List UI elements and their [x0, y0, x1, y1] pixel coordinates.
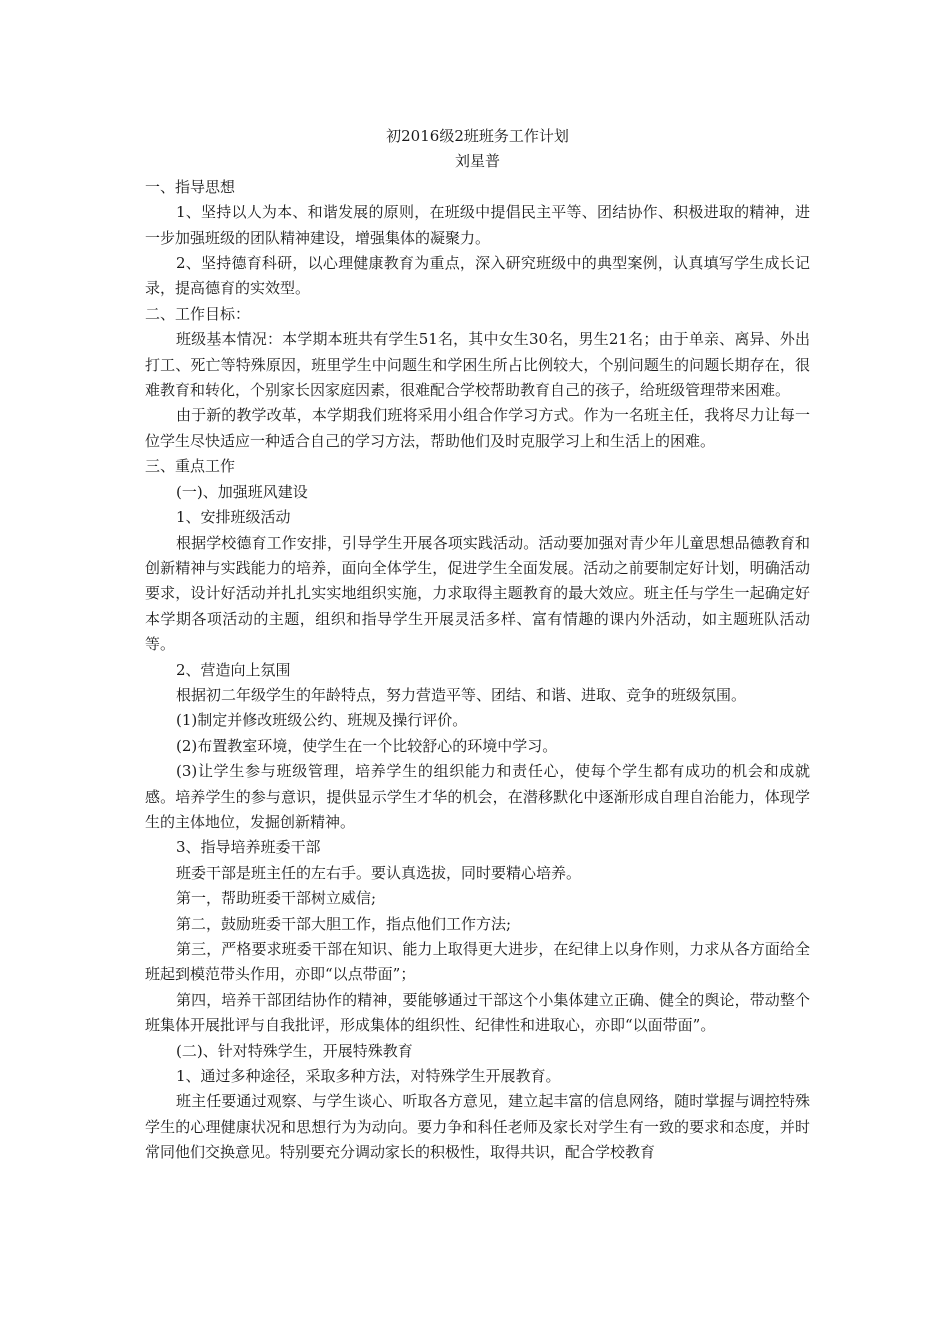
- paragraph: 根据学校德育工作安排，引导学生开展各项实践活动。活动要加强对青少年儿童思想品德教育和创新精神与实践能力的培养，面向全体学生，促进学生全面发展。活动之前要制定好计划，明确活动要求，设计好活动并扎扎实实地组织实施，力求取得主题教育的最大效应。班主任与学生一起确定好本学期各项活动的主题，组织和指导学生开展灵活多样、富有情趣的课内外活动，如主题班队活动等。: [145, 533, 810, 654]
- paragraph: (1)制定并修改班级公约、班规及操行评价。: [176, 711, 468, 730]
- paragraph: (3)让学生参与班级管理，培养学生的组织能力和责任心，使每个学生都有成功的机会和成就感。培养学生的参与意识，提供显示学生才华的机会，在潜移默化中逐渐形成自理自治能力，体现学生的主体地位，发掘创新精神。: [145, 762, 810, 831]
- paragraph: (2)布置教室环境，使学生在一个比较舒心的环境中学习。: [176, 736, 558, 755]
- paragraph: 1、安排班级活动: [176, 508, 291, 527]
- document-body: [145, 175, 810, 1166]
- document-page: [145, 124, 810, 1166]
- paragraph: 三、重点工作: [145, 457, 236, 476]
- paragraph: 第二，鼓励班委干部大胆工作，指点他们工作方法;: [176, 914, 512, 933]
- paragraph: 1、通过多种途径，采取多种方法，对特殊学生开展教育。: [176, 1067, 561, 1086]
- paragraph: 1、坚持以人为本、和谐发展的原则，在班级中提倡民主平等、团结协作、积极进取的精神，进一步加强班级的团队精神建设，增强集体的凝聚力。: [145, 203, 810, 247]
- document-author: 刘星普: [454, 152, 500, 171]
- paragraph: 班级基本情况：本学期本班共有学生51名，其中女生30名，男生21名；由于单亲、离异、外出打工、死亡等特殊原因，班里学生中问题生和学困生所占比例较大，个别问题生的问题长期存在，很难教育和转化，个别家长因家庭因素，很难配合学校帮助教育自己的孩子，给班级管理带来困难。: [145, 330, 810, 400]
- paragraph: 第三，严格要求班委干部在知识、能力上取得更大进步，在纪律上以身作则，力求从各方面给全班起到模范带头作用，亦即“以点带面”；: [145, 940, 810, 984]
- paragraph: 2、营造向上氛围: [176, 660, 291, 679]
- paragraph: 第一，帮助班委干部树立威信;: [176, 889, 377, 908]
- document-title: 初2016级2班班务工作计划: [386, 127, 569, 145]
- paragraph: (一)、加强班风建设: [176, 482, 308, 501]
- paragraph: 3、指导培养班委干部: [176, 838, 321, 857]
- paragraph: 二、工作目标：: [145, 304, 251, 323]
- paragraph: 班委干部是班主任的左右手。要认真选拔，同时要精心培养。: [176, 863, 582, 882]
- paragraph: (二)、针对特殊学生，开展特殊教育: [176, 1041, 413, 1060]
- paragraph: 2、坚持德育科研，以心理健康教育为重点，深入研究班级中的典型案例，认真填写学生成长记录，提高德育的实效型。: [145, 254, 810, 298]
- paragraph: 班主任要通过观察、与学生谈心、听取各方意见，建立起丰富的信息网络，随时掌握与调控特殊学生的心理健康状况和思想行为为动向。要力争和科任老师及家长对学生有一致的要求和态度，并时常同他们交换意见。特别要充分调动家长的积极性，取得共识，配合学校教育: [145, 1092, 810, 1162]
- paragraph: 第四，培养干部团结协作的精神，要能够通过干部这个小集体建立正确、健全的舆论，带动整个班集体开展批评与自我批评，形成集体的组织性、纪律性和进取心，亦即“以面带面”。: [145, 990, 810, 1035]
- paragraph: 由于新的教学改革，本学期我们班将采用小组合作学习方式。作为一名班主任，我将尽力让每一位学生尽快适应一种适合自己的学习方法，帮助他们及时克服学习上和生活上的困难。: [145, 406, 810, 450]
- paragraph: 一、指导思想: [145, 177, 236, 196]
- paragraph: 根据初二年级学生的年龄特点，努力营造平等、团结、和谐、进取、竞争的班级氛围。: [176, 685, 747, 704]
